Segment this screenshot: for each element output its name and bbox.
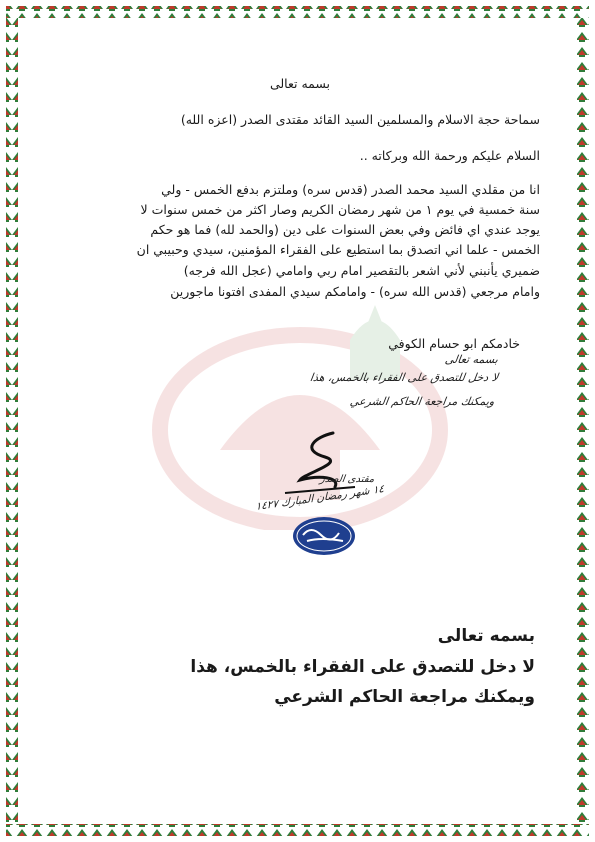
body-line: الخمس - علما اني اتصدق بما استطيع على الفقراء المؤمنين، سيدي وحبيبي ان: [136, 242, 540, 257]
typed-reply-heading: بسمه تعالى: [437, 626, 535, 646]
handwritten-date: ١٤ شهر رمضان المبارك ١٤٢٧: [255, 482, 384, 514]
letter-address: سماحة حجة الاسلام والمسلمين السيد القائد مقتدى الصدر (اعزه الله): [180, 112, 540, 127]
signature-name: مقتدى الصدر: [319, 474, 376, 485]
body-line: ضميري يأنبني لأني اشعر بالتقصير امام ربي وامامي (عجل الله فرجه): [183, 263, 540, 278]
body-line: وامام مرجعي (قدس الله سره) - وامامكم سيدي المفدى افتونا ماجورين: [170, 284, 540, 299]
typed-reply-line: ويمكنك مراجعة الحاكم الشرعي: [274, 687, 535, 707]
body-line: يوجد عندي اي فائض وفي بعض السنوات على دين (والحمد لله) فما هو حكم: [150, 222, 540, 237]
handwritten-heading: بسمه تعالى: [444, 353, 499, 366]
body-line: سنة خمسية في يوم ١ من شهر رمضان الكريم وصار اكثر من خمس سنوات لا: [140, 202, 540, 217]
body-line: انا من مقلدي السيد محمد الصدر (قدس سره) وملتزم بدفع الخمس - ولي: [161, 182, 540, 197]
sender-name: خادمكم ابو حسام الكوفي: [388, 336, 520, 351]
handwritten-line: لا دخل للتصدق على الفقراء بالخمس، هذا: [309, 371, 500, 384]
official-stamp: [291, 515, 357, 557]
typed-reply-line: لا دخل للتصدق على الفقراء بالخمس، هذا: [190, 657, 535, 677]
handwritten-line: ويمكنك مراجعة الحاكم الشرعي: [349, 395, 496, 408]
letter-greeting: السلام عليكم ورحمة الله وبركاته ..: [359, 148, 540, 163]
letter-heading: بسمه تعالى: [269, 76, 331, 91]
